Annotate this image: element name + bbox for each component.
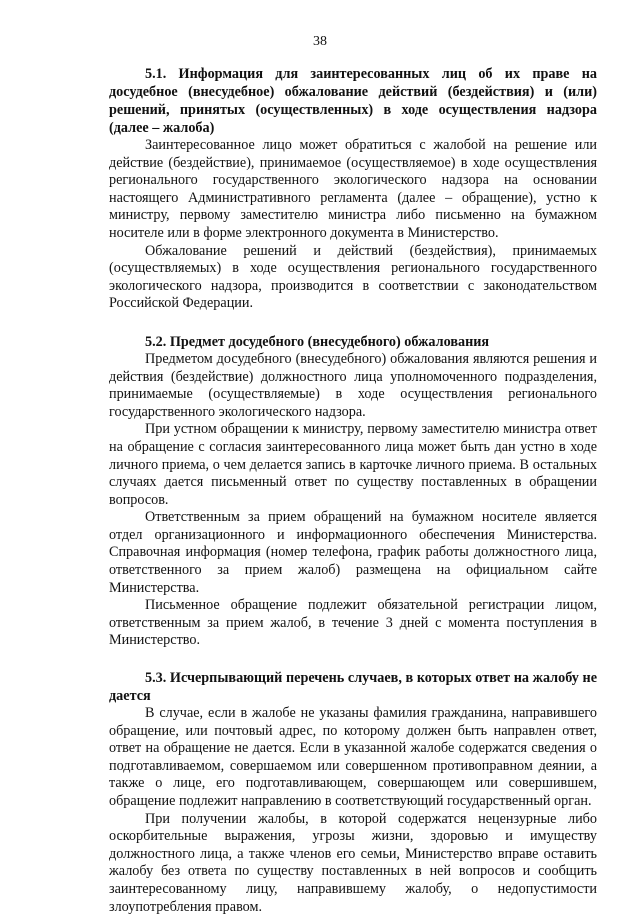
paragraph: Обжалование решений и действий (бездействия), принимаемых (осуществляемых) в ходе осуществления регионального государственного экологического надзора, производится в соответствии с законодательством Российской Федерации. — [109, 242, 597, 312]
section-heading: 5.1. Информация для заинтересованных лиц об их праве на досудебное (внесудебное) обжалование действий (бездействия) и (или) решений, принятых (осуществленных) в ходе осуществления надзора (далее – жалоба) — [109, 66, 597, 136]
paragraph: Ответственным за прием обращений на бумажном носителе является отдел организационного и информационного обеспечения Министерства. Справочная информация (номер телефона, график работы должностного лица, ответственного за прием жалоб) размещена на официальном сайте Министерства. — [109, 509, 597, 596]
section-5-1 — [109, 65, 597, 313]
paragraph: Заинтересованное лицо может обратиться с жалобой на решение или действие (бездействие), принимаемое (осуществляемое) в ходе осуществления регионального государственного экологического надзора на основании настоящего Административного регламента (далее – обращение), устно к министру, первому заместителю министра либо письменно на бумажном носителе или в форме электронного документа в Министерство. — [109, 137, 597, 241]
paragraph: В случае, если в жалобе не указаны фамилия гражданина, направившего обращение, или почтовый адрес, по которому должен быть направлен ответ, ответ на обращение не дается. Если в указанной жалобе содержатся сведения о подготавливаемом, совершаемом или совершенном противоправном деянии, а также о лице, его подготавливающем, совершающем или совершившем, обращение подлежит направлению в соответствующий государственный орган. — [109, 705, 597, 809]
page-number: 38 — [313, 34, 327, 49]
section-spacer — [109, 313, 597, 333]
paragraph: Предметом досудебного (внесудебного) обжалования являются решения и действия (бездействие) должностного лица уполномоченного подразделения, принимаемые (осуществляемые) в ходе осуществления регионального государственного экологического надзора. — [109, 350, 597, 420]
section-5-3 — [109, 669, 597, 916]
paragraph: Письменное обращение подлежит обязательной регистрации лицом, ответственным за прием жалоб, в течение 3 дней с момента поступления в Министерство. — [109, 597, 597, 649]
section-5-2 — [109, 333, 597, 650]
paragraph: При получении жалобы, в которой содержатся нецензурные либо оскорбительные выражения, угрозы жизни, здоровью и имуществу должностного лица, а также членов его семьи, Министерство вправе оставить жалобу без ответа по существу поставленных в ней вопросов и сообщить заинтересованному лицу, направившему жалобу, о недопустимости злоупотребления правом. — [109, 810, 597, 915]
document-body — [109, 65, 597, 916]
section-heading: 5.2. Предмет досудебного (внесудебного) обжалования — [145, 333, 490, 350]
paragraph: При устном обращении к министру, первому заместителю министра ответ на обращение с согласия заинтересованного лица может быть дан устно в ходе личного приема, о чем делается запись в карточке личного приема. В остальных случаях дается письменный ответ по существу поставленных в обращении вопросов. — [109, 421, 597, 508]
section-spacer — [109, 650, 597, 669]
section-heading: 5.3. Исчерпывающий перечень случаев, в которых ответ на жалобу не дается — [109, 670, 597, 705]
